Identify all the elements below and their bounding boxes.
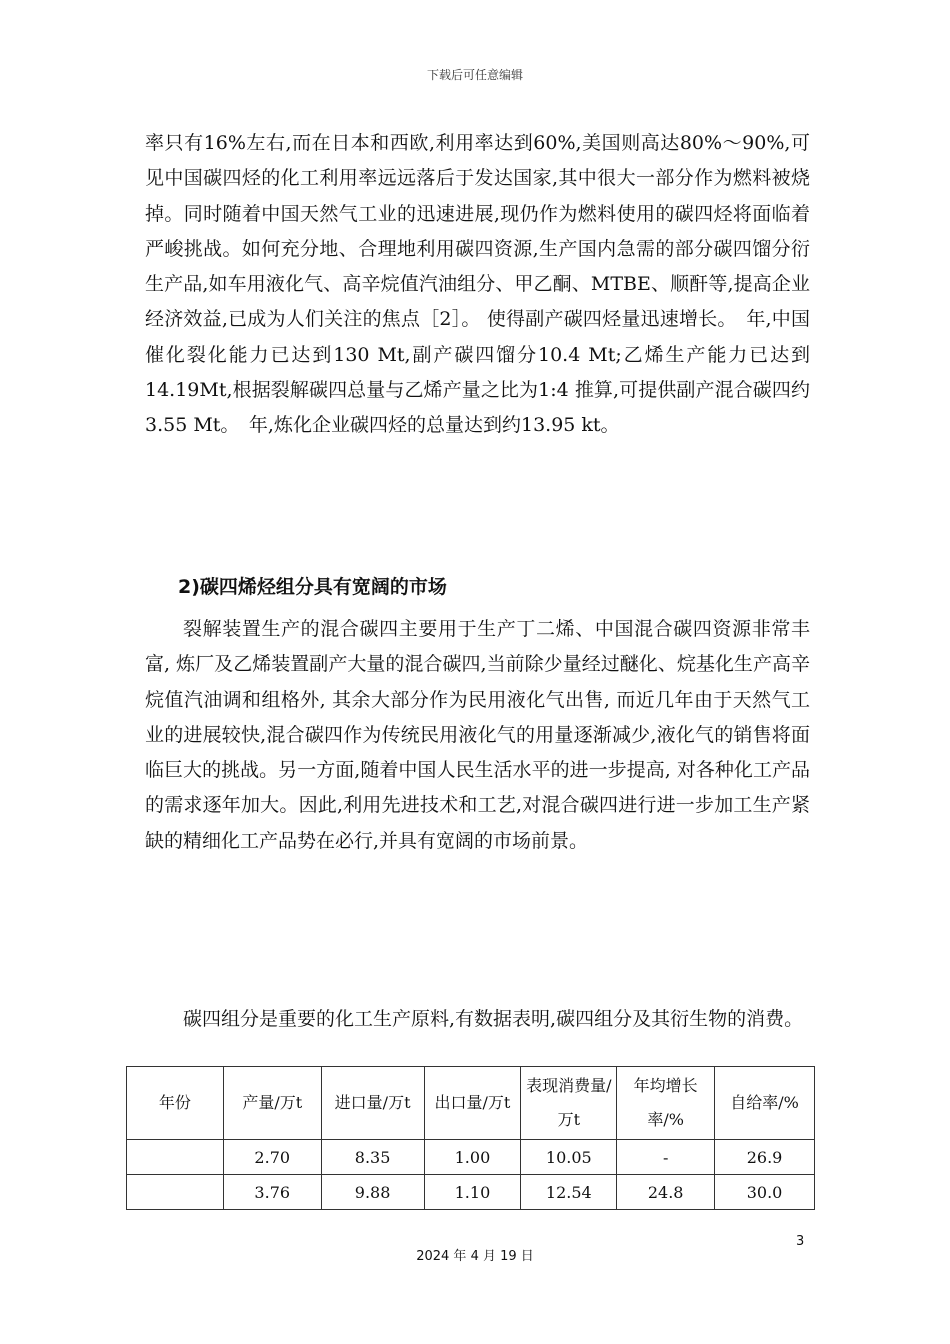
table-cell: 24.8 xyxy=(617,1175,715,1210)
table-cell: 1.10 xyxy=(424,1175,521,1210)
paragraph-2 xyxy=(145,612,810,859)
table-header-cell: 出口量/万t xyxy=(424,1067,521,1140)
table-cell: - xyxy=(617,1140,715,1175)
table-cell: 9.88 xyxy=(321,1175,424,1210)
table-header-cell: 年份 xyxy=(127,1067,224,1140)
table-cell xyxy=(127,1175,224,1210)
table-cell: 30.0 xyxy=(715,1175,815,1210)
table-header-cell: 表现消费量/万t xyxy=(521,1067,617,1140)
table-cell xyxy=(127,1140,224,1175)
paragraph-3-text: 碳四组分是重要的化工生产原料,有数据表明,碳四组分及其衍生物的消费。 xyxy=(183,1008,804,1030)
table-row xyxy=(127,1175,815,1210)
table-header-cell: 进口量/万t xyxy=(321,1067,424,1140)
table-header-cell: 产量/万t xyxy=(223,1067,321,1140)
paragraph-2-text: 裂解装置生产的混合碳四主要用于生产丁二烯、中国混合碳四资源非常丰富, 炼厂及乙烯装置副产大量的混合碳四,当前除少量经过醚化、烷基化生产高辛烷值汽油调和组格外, 其余大部分作为民用液化气出售, 而近几年由于天然气工业的进展较快,混合碳四作为传统民用液化气的用量逐渐减少,液化气的销售将面临巨大的挑战。另一方面,随着中国人民生活水平的进一步提高, 对各种化工产品的需求逐年加大。因此,利用先进技术和工艺,对混合碳四进行进一步加工生产紧缺的精细化工产品势在必行,并具有宽阔的市场前景。 xyxy=(145,618,810,852)
table-cell: 12.54 xyxy=(521,1175,617,1210)
consumption-table xyxy=(126,1066,815,1210)
table-cell: 8.35 xyxy=(321,1140,424,1175)
paragraph-1-text: 率只有16%左右,而在日本和西欧,利用率达到60%,美国则高达80%～90%,可见中国碳四烃的化工利用率远远落后于发达国家,其中很大一部分作为燃料被烧掉。同时随着中国天然气工业的迅速进展,现仍作为燃料使用的碳四烃将面临着严峻挑战。如何充分地、合理地利用碳四资源,生产国内急需的部分碳四馏分衍生产品,如车用液化气、高辛烷值汽油组分、甲乙酮、MTBE、顺酐等,提高企业经济效益,已成为人们关注的焦点［2］。 使得副产碳四烃量迅速增长。 年,中国催化裂化能力已达到130 Mt,副产碳四馏分10.4 Mt;乙烯生产能力已达到14.19Mt,根据裂解碳四总量与乙烯产量之比为1:4 推算,可提供副产混合碳四约3.55 Mt。 年,炼化企业碳四烃的总量达到约13.95 kt。 xyxy=(145,132,810,437)
table-header-cell: 自给率/% xyxy=(715,1067,815,1140)
section-heading: 2)碳四烯烃组分具有宽阔的市场 xyxy=(178,576,447,598)
table-cell: 2.70 xyxy=(223,1140,321,1175)
page-header: 下载后可任意编辑 xyxy=(426,68,523,82)
table-row xyxy=(127,1140,815,1175)
table-cell: 3.76 xyxy=(223,1175,321,1210)
table-header-cell: 年均增长率/% xyxy=(617,1067,715,1140)
table-cell: 10.05 xyxy=(521,1140,617,1175)
table-cell: 1.00 xyxy=(424,1140,521,1175)
footer-date: 2024 年 4 月 19 日 xyxy=(416,1249,534,1264)
paragraph-1 xyxy=(145,126,810,444)
page-number: 3 xyxy=(796,1234,805,1249)
table-cell: 26.9 xyxy=(715,1140,815,1175)
paragraph-3 xyxy=(145,1002,810,1037)
table-header-row xyxy=(127,1067,815,1140)
